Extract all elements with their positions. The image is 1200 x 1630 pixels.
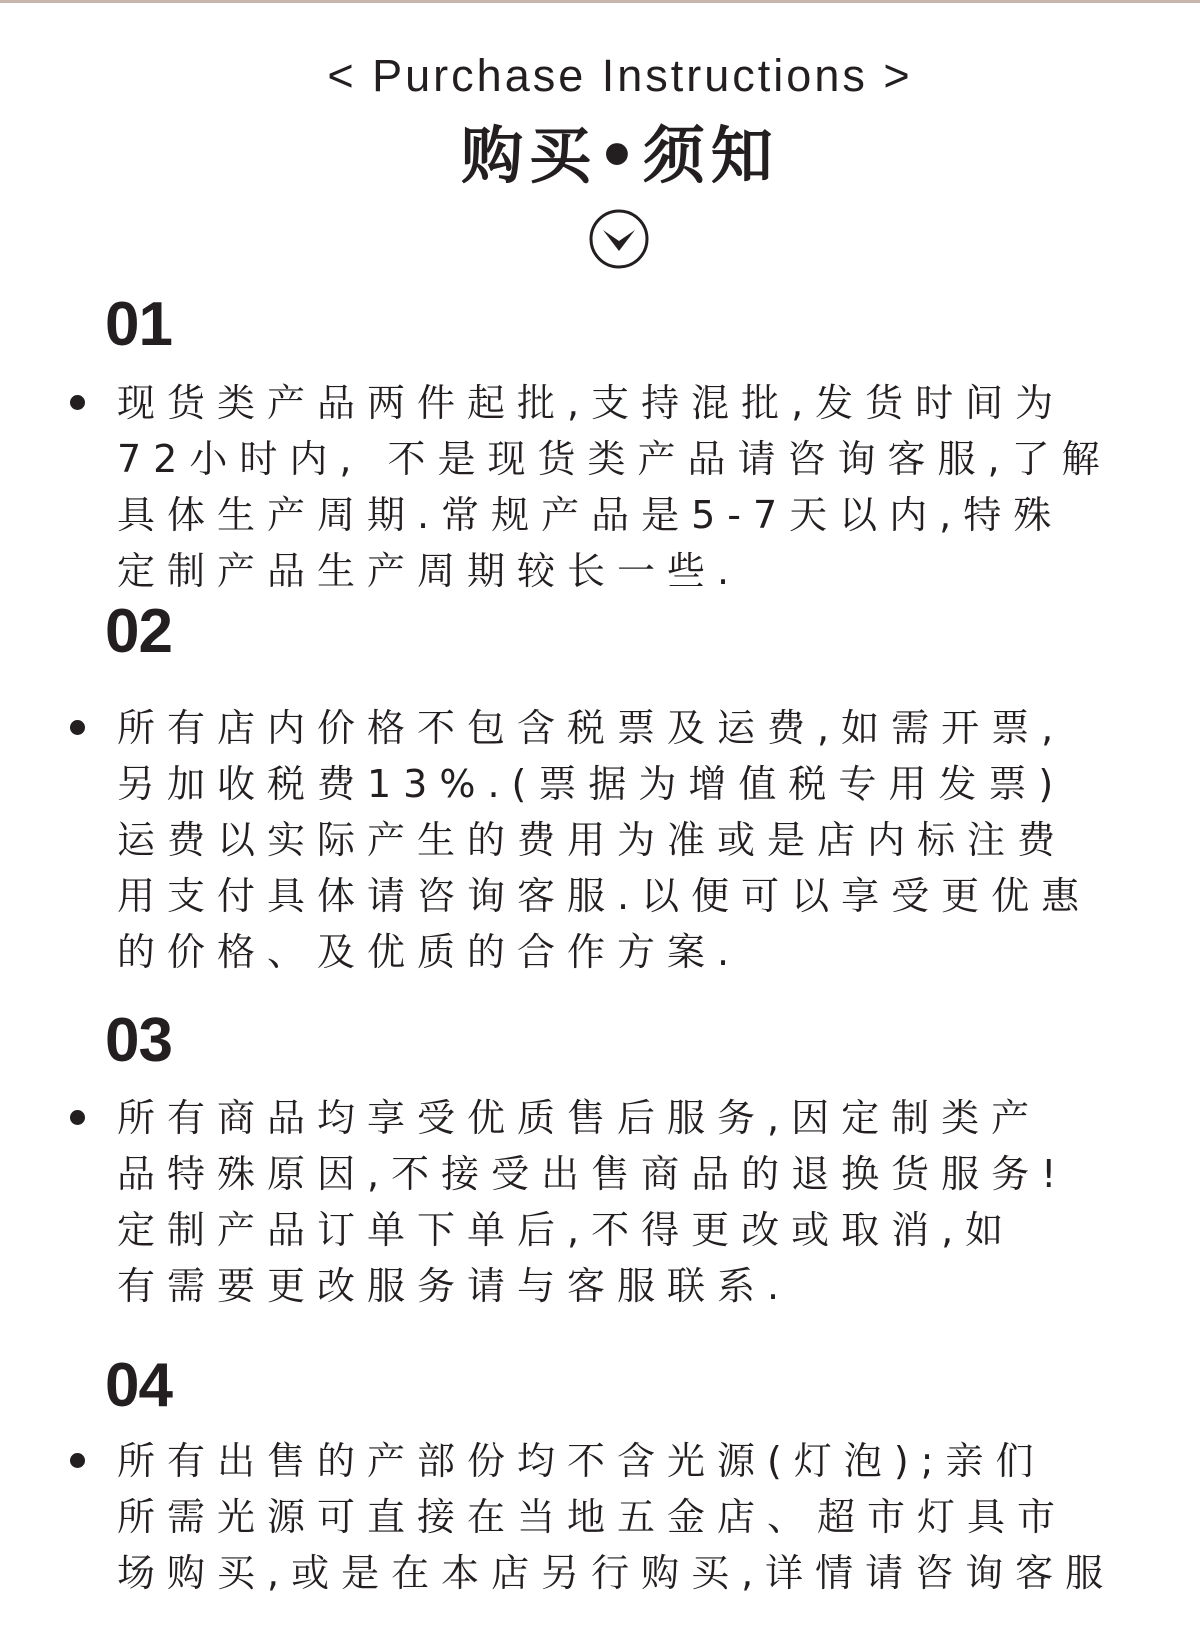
- section-02-line-2: 另加收税费13%.(票据为增值税专用发票): [117, 762, 1066, 806]
- section-text-03: [117, 1090, 1177, 1314]
- bullet-01: [70, 395, 85, 410]
- section-02-line-1: 所有店内价格不包含税票及运费,如需开票,: [117, 706, 1066, 750]
- chevron-down-circle-icon: [588, 208, 650, 270]
- section-01-line-2: 72小时内, 不是现货类产品请咨询客服,了解: [117, 437, 1112, 481]
- bullet-02: [70, 720, 85, 735]
- section-03-line-2: 品特殊原因,不接受出售商品的退换货服务!: [117, 1152, 1069, 1196]
- section-number-02: 02: [105, 597, 172, 666]
- section-text-04: [117, 1433, 1177, 1601]
- section-03-line-1: 所有商品均享受优质售后服务,因定制类产: [117, 1096, 1042, 1140]
- bullet-04: [70, 1453, 85, 1468]
- page-title: 购买•须知: [461, 119, 779, 192]
- page-subtitle: < Purchase Instructions >: [327, 50, 913, 101]
- section-04-line-2: 所需光源可直接在当地五金店、超市灯具市: [117, 1495, 1068, 1539]
- section-01-line-3: 具体生产周期.常规产品是5-7天以内,特殊: [117, 493, 1064, 537]
- bullet-03: [70, 1110, 85, 1125]
- top-divider: [0, 0, 1200, 3]
- section-02-line-3: 运费以实际产生的费用为准或是店内标注费: [117, 818, 1068, 862]
- section-number-04: 04: [105, 1351, 172, 1420]
- section-01-line-1: 现货类产品两件起批,支持混批,发货时间为: [117, 381, 1066, 425]
- section-number-03: 03: [105, 1006, 172, 1075]
- section-01-line-4: 定制产品生产周期较长一些.: [117, 549, 742, 593]
- section-number-01: 01: [105, 290, 172, 359]
- section-02-line-4: 用支付具体请咨询客服.以便可以享受更优惠: [117, 874, 1092, 918]
- section-04-line-3: 场购买,或是在本店另行购买,详情请咨询客服: [117, 1551, 1116, 1595]
- section-text-01: [117, 375, 1177, 599]
- section-03-line-4: 有需要更改服务请与客服联系.: [117, 1264, 792, 1308]
- section-04-line-1: 所有出售的产部份均不含光源(灯泡);亲们: [117, 1439, 1046, 1483]
- section-03-line-3: 定制产品订单下单后,不得更改或取消,如: [117, 1208, 1016, 1252]
- section-text-02: [117, 700, 1177, 980]
- section-02-line-5: 的价格、及优质的合作方案.: [117, 930, 742, 974]
